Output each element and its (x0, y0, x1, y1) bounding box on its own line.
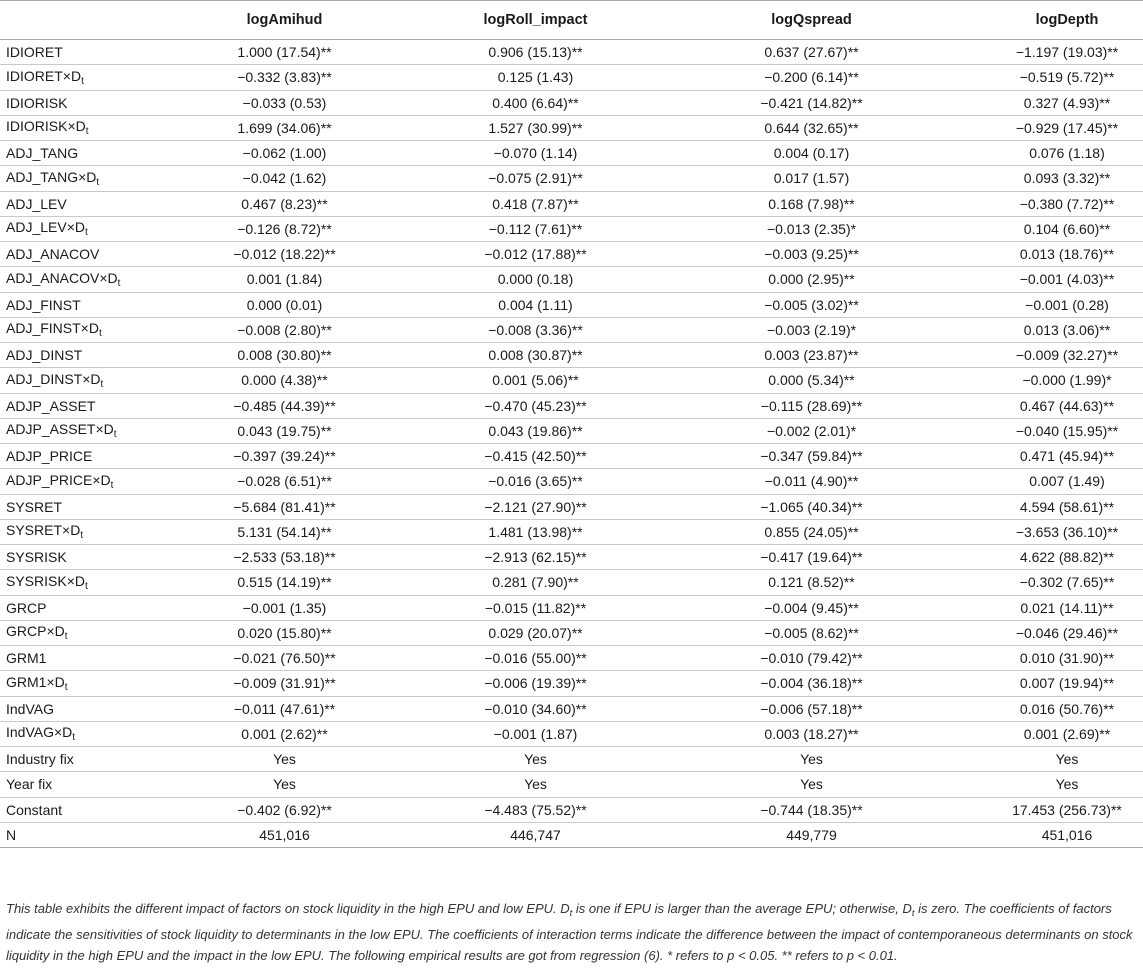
table-row (0, 141, 1143, 166)
row-label-text: SYSRISK×D (6, 572, 85, 589)
cell-logroll-impact: Yes (383, 772, 666, 797)
cell-logamihud: −0.042 (1.62) (160, 166, 383, 191)
cell-logamihud: 0.000 (0.01) (160, 292, 383, 317)
cell-logdepth: 0.007 (1.49) (921, 469, 1143, 494)
cell-logamihud: −0.009 (31.91)** (160, 671, 383, 696)
cell-logqspread: Yes (666, 772, 921, 797)
header-logdepth: logDepth (921, 1, 1143, 40)
table-row (0, 216, 1143, 241)
header-logqspread: logQspread (666, 1, 921, 40)
row-label-text: ADJ_ANACOV (6, 246, 100, 263)
row-label-subscript: t (81, 75, 84, 87)
table-row (0, 595, 1143, 620)
cell-logqspread: −1.065 (40.34)** (666, 494, 921, 519)
table-row (0, 570, 1143, 595)
cell-logdepth: 451,016 (921, 822, 1143, 847)
row-label (0, 570, 160, 595)
cell-logqspread: 0.017 (1.57) (666, 166, 921, 191)
cell-logroll-impact: −0.470 (45.23)** (383, 393, 666, 418)
cell-logroll-impact: 0.001 (5.06)** (383, 368, 666, 393)
row-label-text: ADJ_TANG×D (6, 168, 97, 185)
row-label (0, 115, 160, 140)
row-label-subscript: t (96, 176, 100, 188)
cell-logroll-impact: 446,747 (383, 822, 666, 847)
row-label-text: ADJ_ANACOV×D (6, 269, 118, 286)
cell-logamihud: −5.684 (81.41)** (160, 494, 383, 519)
cell-logamihud: −0.028 (6.51)** (160, 469, 383, 494)
cell-logamihud: Yes (160, 772, 383, 797)
table-body (0, 40, 1143, 848)
cell-logamihud: −0.332 (3.83)** (160, 65, 383, 90)
cell-logroll-impact: 0.000 (0.18) (383, 267, 666, 292)
cell-logdepth: −3.653 (36.10)** (921, 519, 1143, 544)
cell-logamihud: 0.000 (4.38)** (160, 368, 383, 393)
cell-logroll-impact: 0.043 (19.86)** (383, 418, 666, 443)
cell-logamihud: −0.008 (2.80)** (160, 317, 383, 342)
cell-logamihud: 0.001 (1.84) (160, 267, 383, 292)
table-row (0, 267, 1143, 292)
row-label (0, 494, 160, 519)
note-subscript-1: t (569, 908, 573, 919)
row-label (0, 191, 160, 216)
cell-logamihud: 5.131 (54.14)** (160, 519, 383, 544)
cell-logqspread: 449,779 (666, 822, 921, 847)
cell-logqspread: Yes (666, 747, 921, 772)
row-label-subscript: t (117, 277, 121, 289)
cell-logroll-impact: −0.075 (2.91)** (383, 166, 666, 191)
row-label-text: ADJP_ASSET×D (6, 421, 114, 438)
table-row (0, 797, 1143, 822)
cell-logamihud: −2.533 (53.18)** (160, 545, 383, 570)
cell-logamihud: 1.000 (17.54)** (160, 40, 383, 65)
table-row (0, 317, 1143, 342)
cell-logqspread: 0.003 (18.27)** (666, 721, 921, 746)
table-row (0, 368, 1143, 393)
cell-logqspread: 0.004 (0.17) (666, 141, 921, 166)
cell-logqspread: −0.010 (79.42)** (666, 646, 921, 671)
cell-logdepth: Yes (921, 747, 1143, 772)
row-label (0, 797, 160, 822)
table-row (0, 519, 1143, 544)
cell-logroll-impact: −2.913 (62.15)** (383, 545, 666, 570)
cell-logqspread: 0.121 (8.52)** (666, 570, 921, 595)
row-label (0, 646, 160, 671)
row-label-text: ADJ_LEV (6, 195, 67, 212)
cell-logroll-impact: 0.125 (1.43) (383, 65, 666, 90)
note-text-3: is zero. The coefficients of factors indicate the sensitivities of stock liquidity to determinants in the low EPU. The coefficients of interaction terms indicate the difference between the impact of contemporaneous determinants on stock liquidity in the high EPU and the impact in the low EPU. The following empirical results are got from regression (6). * refers to p < 0.05. ** refers to p < 0.01. (6, 901, 1133, 963)
cell-logamihud: 0.020 (15.80)** (160, 620, 383, 645)
cell-logdepth: 0.076 (1.18) (921, 141, 1143, 166)
cell-logdepth: 0.013 (18.76)** (921, 242, 1143, 267)
table-row (0, 671, 1143, 696)
cell-logamihud: 1.699 (34.06)** (160, 115, 383, 140)
row-label (0, 822, 160, 847)
cell-logroll-impact: 0.008 (30.87)** (383, 343, 666, 368)
table-row (0, 166, 1143, 191)
row-label (0, 242, 160, 267)
cell-logamihud: −0.062 (1.00) (160, 141, 383, 166)
cell-logqspread: −0.004 (9.45)** (666, 595, 921, 620)
cell-logdepth: −1.197 (19.03)** (921, 40, 1143, 65)
header-row (0, 1, 1143, 40)
header-blank (0, 1, 160, 40)
row-label-text: GRCP×D (6, 623, 65, 640)
cell-logroll-impact: −0.112 (7.61)** (383, 216, 666, 241)
row-label-text: ADJP_ASSET (6, 397, 96, 414)
row-label-subscript: t (80, 530, 84, 542)
row-label-subscript: t (110, 479, 114, 491)
cell-logdepth: −0.046 (29.46)** (921, 620, 1143, 645)
cell-logamihud: −0.397 (39.24)** (160, 444, 383, 469)
row-label (0, 469, 160, 494)
table-row (0, 40, 1143, 65)
table-row (0, 343, 1143, 368)
row-label (0, 368, 160, 393)
cell-logdepth: −0.009 (32.27)** (921, 343, 1143, 368)
cell-logroll-impact: Yes (383, 747, 666, 772)
cell-logdepth: −0.001 (0.28) (921, 292, 1143, 317)
table-row (0, 115, 1143, 140)
cell-logqspread: −0.003 (9.25)** (666, 242, 921, 267)
cell-logdepth: 0.471 (45.94)** (921, 444, 1143, 469)
cell-logqspread: −0.005 (3.02)** (666, 292, 921, 317)
cell-logdepth: 0.467 (44.63)** (921, 393, 1143, 418)
cell-logqspread: −0.013 (2.35)* (666, 216, 921, 241)
cell-logqspread: −0.744 (18.35)** (666, 797, 921, 822)
cell-logqspread: −0.421 (14.82)** (666, 90, 921, 115)
table-row (0, 469, 1143, 494)
table-row (0, 646, 1143, 671)
cell-logamihud: −0.021 (76.50)** (160, 646, 383, 671)
cell-logamihud: −0.033 (0.53) (160, 90, 383, 115)
row-label-subscript: t (84, 227, 88, 239)
table-row (0, 191, 1143, 216)
cell-logdepth: 0.327 (4.93)** (921, 90, 1143, 115)
cell-logroll-impact: 0.004 (1.11) (383, 292, 666, 317)
cell-logamihud: −0.126 (8.72)** (160, 216, 383, 241)
table-row (0, 620, 1143, 645)
cell-logroll-impact: −2.121 (27.90)** (383, 494, 666, 519)
cell-logqspread: −0.003 (2.19)* (666, 317, 921, 342)
cell-logqspread: −0.006 (57.18)** (666, 696, 921, 721)
table-row (0, 494, 1143, 519)
cell-logdepth: 4.622 (88.82)** (921, 545, 1143, 570)
row-label-text: IDIORISK×D (6, 118, 86, 135)
row-label-text: ADJ_DINST×D (6, 370, 101, 387)
row-label-subscript: t (64, 681, 68, 693)
table-row (0, 444, 1143, 469)
cell-logroll-impact: −0.070 (1.14) (383, 141, 666, 166)
row-label (0, 671, 160, 696)
cell-logqspread: 0.168 (7.98)** (666, 191, 921, 216)
table-row (0, 90, 1143, 115)
row-label (0, 545, 160, 570)
row-label (0, 772, 160, 797)
cell-logqspread: 0.644 (32.65)** (666, 115, 921, 140)
cell-logroll-impact: 0.281 (7.90)** (383, 570, 666, 595)
header-logroll-impact: logRoll_impact (383, 1, 666, 40)
cell-logamihud: 0.515 (14.19)** (160, 570, 383, 595)
cell-logamihud: 0.467 (8.23)** (160, 191, 383, 216)
cell-logdepth: 0.007 (19.94)** (921, 671, 1143, 696)
row-label (0, 216, 160, 241)
header-logamihud: logAmihud (160, 1, 383, 40)
cell-logamihud: −0.485 (44.39)** (160, 393, 383, 418)
row-label (0, 519, 160, 544)
row-label-text: ADJ_LEV×D (6, 219, 85, 236)
cell-logdepth: −0.000 (1.99)* (921, 368, 1143, 393)
cell-logamihud: −0.011 (47.61)** (160, 696, 383, 721)
row-label-text: ADJ_FINST×D (6, 320, 99, 337)
cell-logdepth: 0.010 (31.90)** (921, 646, 1143, 671)
cell-logdepth: 0.016 (50.76)** (921, 696, 1143, 721)
note-text-2: is one if EPU is larger than the average EPU; otherwise, D (572, 901, 912, 916)
cell-logqspread: 0.003 (23.87)** (666, 343, 921, 368)
row-label (0, 721, 160, 746)
row-label-text: ADJP_PRICE×D (6, 471, 111, 488)
row-label-text: GRCP (6, 599, 47, 616)
cell-logamihud: −0.402 (6.92)** (160, 797, 383, 822)
row-label-text: SYSRET×D (6, 522, 81, 539)
table-row (0, 393, 1143, 418)
row-label (0, 418, 160, 443)
cell-logroll-impact: 1.527 (30.99)** (383, 115, 666, 140)
cell-logamihud: 0.043 (19.75)** (160, 418, 383, 443)
table-row (0, 545, 1143, 570)
row-label-text: IndVAG×D (6, 724, 73, 741)
row-label-text: SYSRET (6, 498, 63, 515)
row-label (0, 444, 160, 469)
cell-logdepth: 17.453 (256.73)** (921, 797, 1143, 822)
table-row (0, 242, 1143, 267)
cell-logdepth: −0.380 (7.72)** (921, 191, 1143, 216)
cell-logqspread: 0.637 (27.67)** (666, 40, 921, 65)
cell-logroll-impact: −0.016 (3.65)** (383, 469, 666, 494)
cell-logqspread: 0.000 (5.34)** (666, 368, 921, 393)
row-label (0, 317, 160, 342)
cell-logroll-impact: −0.016 (55.00)** (383, 646, 666, 671)
cell-logqspread: 0.855 (24.05)** (666, 519, 921, 544)
table-row (0, 772, 1143, 797)
row-label (0, 65, 160, 90)
row-label-text: IDIORISK (6, 94, 68, 111)
cell-logqspread: 0.000 (2.95)** (666, 267, 921, 292)
row-label-subscript: t (72, 732, 76, 744)
row-label-text: ADJ_TANG (6, 145, 79, 162)
row-label-text: N (6, 826, 17, 843)
cell-logqspread: −0.115 (28.69)** (666, 393, 921, 418)
cell-logroll-impact: −0.415 (42.50)** (383, 444, 666, 469)
row-label-text: ADJ_FINST (6, 296, 81, 313)
table-row (0, 696, 1143, 721)
table-row (0, 418, 1143, 443)
row-label-text: IndVAG (6, 700, 54, 717)
row-label-subscript: t (84, 580, 88, 592)
cell-logroll-impact: −0.015 (11.82)** (383, 595, 666, 620)
row-label-text: IDIORET×D (6, 67, 82, 84)
cell-logroll-impact: −0.012 (17.88)** (383, 242, 666, 267)
row-label (0, 393, 160, 418)
row-label-text: Industry fix (6, 751, 74, 768)
cell-logroll-impact: −0.006 (19.39)** (383, 671, 666, 696)
cell-logdepth: −0.040 (15.95)** (921, 418, 1143, 443)
row-label-text: GRM1×D (6, 673, 65, 690)
cell-logroll-impact: 0.418 (7.87)** (383, 191, 666, 216)
cell-logqspread: −0.002 (2.01)* (666, 418, 921, 443)
cell-logdepth: 0.013 (3.06)** (921, 317, 1143, 342)
row-label-subscript: t (113, 429, 117, 441)
cell-logqspread: −0.347 (59.84)** (666, 444, 921, 469)
cell-logroll-impact: 0.906 (15.13)** (383, 40, 666, 65)
row-label-text: SYSRISK (6, 549, 67, 566)
cell-logqspread: −0.417 (19.64)** (666, 545, 921, 570)
cell-logqspread: −0.200 (6.14)** (666, 65, 921, 90)
table-row (0, 747, 1143, 772)
row-label (0, 696, 160, 721)
row-label-subscript: t (64, 631, 68, 643)
table-row (0, 292, 1143, 317)
cell-logroll-impact: −4.483 (75.52)** (383, 797, 666, 822)
row-label (0, 166, 160, 191)
row-label (0, 343, 160, 368)
cell-logamihud: 0.008 (30.80)** (160, 343, 383, 368)
row-label (0, 595, 160, 620)
cell-logamihud: Yes (160, 747, 383, 772)
row-label (0, 747, 160, 772)
cell-logqspread: −0.005 (8.62)** (666, 620, 921, 645)
cell-logdepth: 0.021 (14.11)** (921, 595, 1143, 620)
cell-logqspread: −0.004 (36.18)** (666, 671, 921, 696)
row-label (0, 90, 160, 115)
cell-logroll-impact: −0.010 (34.60)** (383, 696, 666, 721)
row-label (0, 620, 160, 645)
note-text-1: This table exhibits the different impact of factors on stock liquidity in the high EPU and low EPU. D (6, 901, 570, 916)
row-label (0, 40, 160, 65)
table-note (6, 898, 1138, 966)
cell-logqspread: −0.011 (4.90)** (666, 469, 921, 494)
row-label-text: ADJ_DINST (6, 347, 83, 364)
table-row (0, 65, 1143, 90)
cell-logdepth: −0.302 (7.65)** (921, 570, 1143, 595)
cell-logdepth: −0.519 (5.72)** (921, 65, 1143, 90)
row-label-text: ADJP_PRICE (6, 448, 93, 465)
row-label-text: Constant (6, 801, 63, 818)
cell-logamihud: −0.001 (1.35) (160, 595, 383, 620)
cell-logroll-impact: −0.001 (1.87) (383, 721, 666, 746)
row-label-subscript: t (98, 328, 102, 340)
table-row (0, 721, 1143, 746)
cell-logdepth: 4.594 (58.61)** (921, 494, 1143, 519)
cell-logdepth: −0.001 (4.03)** (921, 267, 1143, 292)
cell-logdepth: Yes (921, 772, 1143, 797)
cell-logamihud: 0.001 (2.62)** (160, 721, 383, 746)
cell-logdepth: 0.001 (2.69)** (921, 721, 1143, 746)
cell-logdepth: −0.929 (17.45)** (921, 115, 1143, 140)
row-label (0, 141, 160, 166)
cell-logamihud: 451,016 (160, 822, 383, 847)
row-label-text: GRM1 (6, 650, 47, 667)
cell-logdepth: 0.104 (6.60)** (921, 216, 1143, 241)
cell-logroll-impact: 1.481 (13.98)** (383, 519, 666, 544)
row-label (0, 267, 160, 292)
table-row (0, 822, 1143, 847)
row-label-text: IDIORET (6, 44, 63, 61)
row-label-subscript: t (85, 126, 89, 138)
cell-logdepth: 0.093 (3.32)** (921, 166, 1143, 191)
cell-logroll-impact: −0.008 (3.36)** (383, 317, 666, 342)
cell-logroll-impact: 0.029 (20.07)** (383, 620, 666, 645)
cell-logroll-impact: 0.400 (6.64)** (383, 90, 666, 115)
row-label (0, 292, 160, 317)
row-label-subscript: t (100, 378, 104, 390)
note-subscript-2: t (911, 908, 915, 919)
cell-logamihud: −0.012 (18.22)** (160, 242, 383, 267)
row-label-text: Year fix (6, 776, 53, 793)
